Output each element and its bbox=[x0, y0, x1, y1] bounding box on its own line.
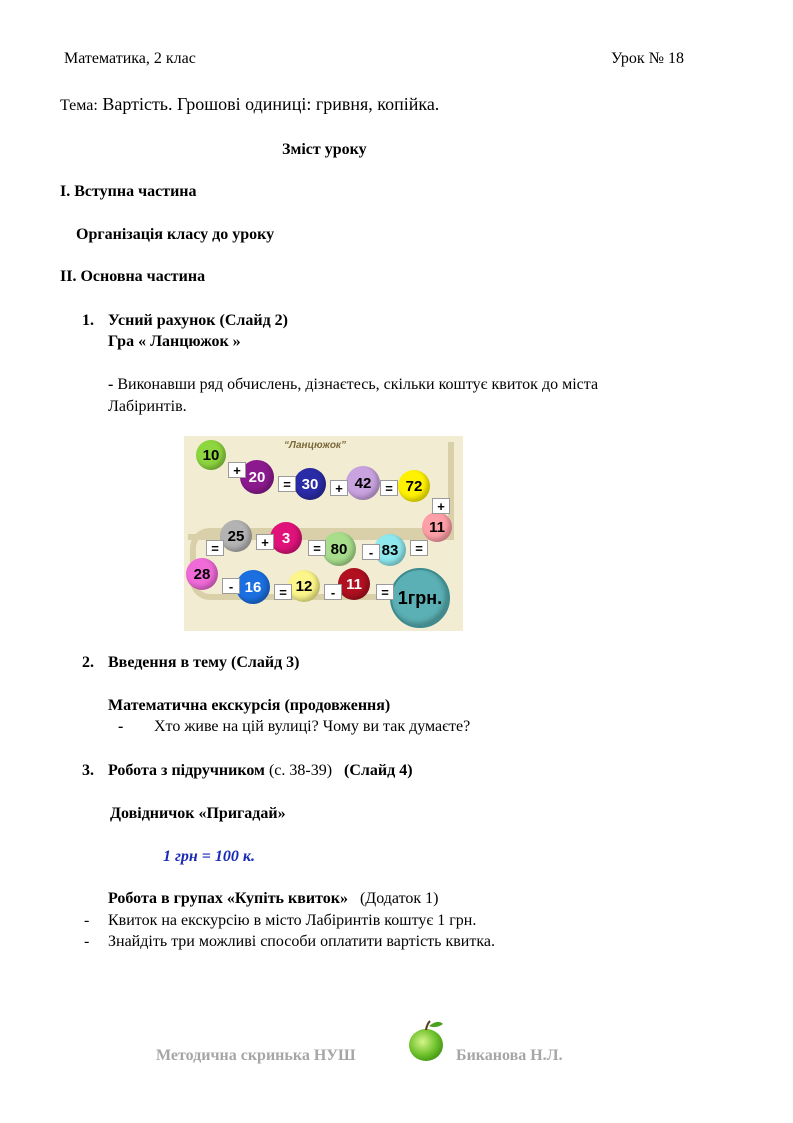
item-3-reference: Довідничок «Пригадай» bbox=[110, 805, 286, 822]
topic-line bbox=[60, 94, 439, 115]
chain-operator: - bbox=[324, 584, 342, 600]
apple-icon bbox=[406, 1017, 446, 1063]
item-2-question-text: Хто живе на цій вулиці? Чому ви так думаєте? bbox=[154, 718, 471, 735]
chain-operator: = bbox=[410, 540, 428, 556]
chain-circle: 25 bbox=[220, 520, 252, 552]
item-1-instruction bbox=[108, 376, 598, 394]
item-3-pages: (с. 38-39) bbox=[268, 762, 333, 779]
task-list-item bbox=[84, 933, 495, 951]
group-work-title: Робота в групах «Купіть квиток» bbox=[108, 890, 348, 907]
topic-text: Вартість. Грошові одиниці: гривня, копійка. bbox=[102, 94, 440, 114]
group-work-line bbox=[108, 890, 438, 908]
chain-operator: = bbox=[380, 480, 398, 496]
item-3-slide: (Слайд 4) bbox=[344, 762, 413, 779]
group-work-appendix: (Додаток 1) bbox=[359, 890, 439, 907]
chain-circle: 10 bbox=[196, 440, 226, 470]
footer-right: Биканова Н.Л. bbox=[456, 1047, 563, 1064]
task-list-item bbox=[84, 912, 476, 930]
item-1-title bbox=[82, 312, 288, 330]
item-2-bullet: - bbox=[118, 718, 124, 735]
task-dash: - bbox=[84, 912, 90, 929]
task-text: Квиток на екскурсію в місто Лабіринтів коштує 1 грн. bbox=[108, 912, 477, 929]
chain-operator: = bbox=[206, 540, 224, 556]
section-main-heading: ІІ. Основна частина bbox=[60, 268, 206, 285]
instruction-text-line2: Лабіринтів. bbox=[108, 398, 187, 415]
chain-circle: 11 bbox=[338, 568, 370, 600]
chain-game-image bbox=[184, 436, 463, 631]
item-1-title-text: Усний рахунок (Слайд 2) bbox=[108, 312, 288, 329]
chain-operator: = bbox=[376, 584, 394, 600]
section-intro-item: Організація класу до уроку bbox=[76, 226, 275, 243]
chain-circle: 42 bbox=[346, 466, 380, 500]
header-lesson-number: Урок № 18 bbox=[611, 50, 684, 67]
chain-operator: = bbox=[278, 476, 296, 492]
item-1-number: 1. bbox=[82, 312, 94, 329]
chain-operator: - bbox=[222, 578, 240, 594]
chain-circle: 20 bbox=[240, 460, 274, 494]
item-2-number: 2. bbox=[82, 654, 94, 671]
item-2-question bbox=[118, 718, 470, 736]
chain-circle: 11 bbox=[422, 512, 452, 542]
chain-circle: 72 bbox=[398, 470, 430, 502]
contents-title: Зміст уроку bbox=[282, 141, 367, 158]
chain-operator: + bbox=[330, 480, 348, 496]
chain-game-title: “Ланцюжок” bbox=[284, 440, 346, 451]
instruction-dash: - bbox=[108, 376, 118, 393]
chain-operator: = bbox=[274, 584, 292, 600]
footer-left: Методична скринька НУШ bbox=[156, 1047, 356, 1064]
currency-formula: 1 грн = 100 к. bbox=[163, 848, 256, 865]
topic-label: Тема: bbox=[60, 97, 98, 114]
task-text: Знайдіть три можливі способи оплатити вартість квитка. bbox=[108, 933, 495, 950]
item-2-title-text: Введення в тему (Слайд 3) bbox=[108, 654, 300, 671]
chain-circle: 1грн. bbox=[390, 568, 450, 628]
chain-circle: 16 bbox=[236, 570, 270, 604]
chain-circle: 3 bbox=[270, 522, 302, 554]
chain-circle: 30 bbox=[294, 468, 326, 500]
chain-operator: - bbox=[362, 544, 380, 560]
section-intro-heading: І. Вступна частина bbox=[60, 183, 197, 200]
chain-operator: + bbox=[228, 462, 246, 478]
item-3-number: 3. bbox=[82, 762, 94, 779]
chain-circle: 28 bbox=[186, 558, 218, 590]
chain-operator: = bbox=[308, 540, 326, 556]
item-2-subtitle: Математична екскурсія (продовження) bbox=[108, 697, 391, 714]
item-2-title bbox=[82, 654, 300, 672]
chain-circle: 80 bbox=[322, 532, 356, 566]
header-subject: Математика, 2 клас bbox=[64, 50, 196, 67]
item-1-subtitle: Гра « Ланцюжок » bbox=[108, 333, 241, 350]
chain-operator: + bbox=[432, 498, 450, 514]
chain-circle: 83 bbox=[374, 534, 406, 566]
task-dash: - bbox=[84, 933, 90, 950]
chain-operator: + bbox=[256, 534, 274, 550]
chain-circle: 12 bbox=[288, 570, 320, 602]
item-3-title-text: Робота з підручником bbox=[108, 762, 265, 779]
instruction-text-line1: Виконавши ряд обчислень, дізнаєтесь, скільки коштує квиток до міста bbox=[117, 376, 599, 393]
item-3-title bbox=[82, 762, 413, 780]
